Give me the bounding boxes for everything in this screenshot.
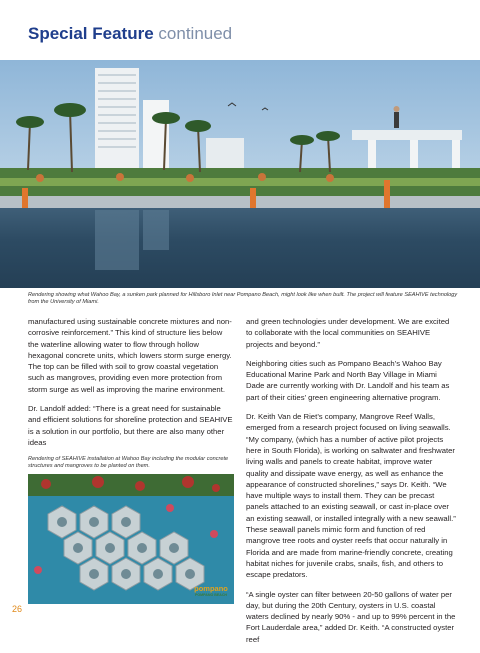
hero-caption: Rendering showing what Wahoo Bay, a sunken park planned for Hillsboro Inlet near Pompano Beach, might look like when built. The project will feature SEAHIVE technology from the University of Miami.	[28, 292, 458, 306]
logo-subtext: POMPANO BEACH	[194, 593, 228, 598]
page-number: 26	[12, 604, 23, 614]
right-paragraph-3: Dr. Keith Van de Riet’s company, Mangrove Reef Walls, emerged from a research project focused on living seawalls. “My company, (which has a number of active pilot projects here in South Florida), is working on saltwater and freshwater living walls and panels to create habitat, improve water quality and dissipate wave energy, as well as enhance the appearance of constructed shorelines,” says Dr. Keith. “We have multiple ways to install them. They can be precast panels attached to an existing seawall, or cast in-place over an existing seawall, or installed integrally with a new seawall.” These seawall panels mimic form and function of red mangrove tree roots and oyster reefs that occur naturally in Florida and are made from marine-friendly concrete, creating habitat niches for juvenile crabs, snails, fish, and others to escape predators.	[246, 412, 456, 580]
left-paragraph-1: manufactured using sustainable concrete mixtures and non-corrosive reinforcement.” This kind of structure lies below the waterline allowing water to flow through hollow hexagonal concrete units, which lowers storm surge energy. The top can be filled with soil to grow coastal vegetation such as mangroves, providing even more protection from storm surge as well as improving the marine environment.	[28, 317, 232, 394]
hero-image	[0, 60, 480, 288]
right-column	[246, 316, 456, 653]
inset-image	[28, 474, 234, 604]
right-paragraph-4: “A single oyster can filter between 20-50 gallons of water per day, but during the 20th Century, oysters in U.S. coastal waters declined by nearly 90% - and up to 99% percent in the Fort Lauderdale area,” added Dr. Keith. “A constructed oyster reef	[246, 589, 456, 644]
right-paragraph-2: Neighboring cities such as Pompano Beach’s Wahoo Bay Educational Marine Park and North Bay Village in Miami Dade are currently working with Dr. Landolf and his team as part of their cities’ green engineering alternative program.	[246, 358, 450, 402]
left-column	[28, 316, 234, 604]
inset-caption: Rendering of SEAHIVE installation at Wahoo Bay including the modular concrete structures and mangroves to be planted on them.	[28, 456, 229, 470]
logo-text: pompano	[194, 584, 228, 594]
right-paragraph-1: and green technologies under development. We are excited to collaborate with the local communities on SEAHIVE projects and beyond.”	[246, 317, 450, 349]
pompano-beach-logo	[192, 585, 230, 598]
heading-continued: continued	[158, 24, 233, 43]
left-paragraph-2: Dr. Landolf added: “There is a great need for sustainable and efficient solutions for shoreline protection and SEAHIVE is a solution in our portfolio, but there are also many other ideas	[28, 404, 233, 447]
page-heading	[28, 24, 232, 44]
heading-title: Special Feature	[28, 24, 154, 43]
